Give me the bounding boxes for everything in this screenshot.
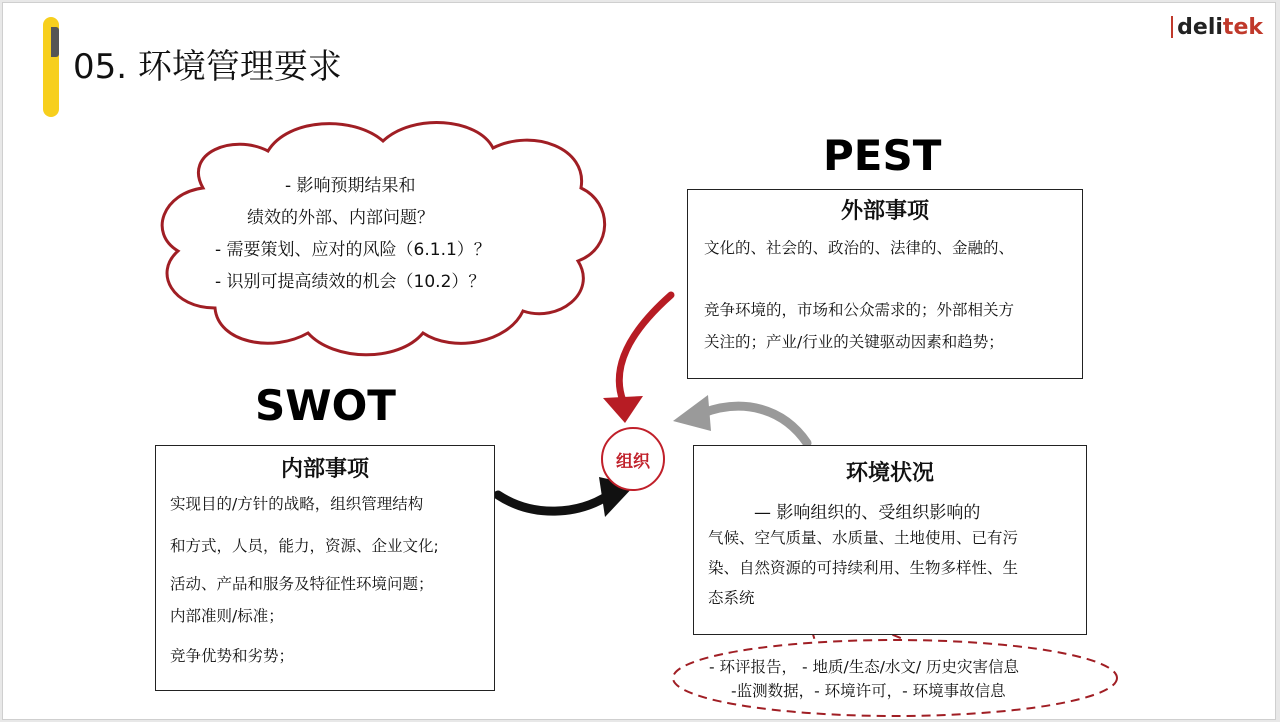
environmental-conditions-subtitle: — 影响组织的、受组织影响的 xyxy=(754,503,981,523)
organization-node xyxy=(601,427,665,491)
logo-text-accent: tek xyxy=(1222,15,1263,40)
cloud-line-4: - 识别可提高绩效的机会（10.2）？ xyxy=(215,272,486,292)
info-line-1: - 环评报告， - 地质/生态/水文/ 历史灾害信息 xyxy=(709,658,1020,676)
environmental-conditions-title: 环境状况 xyxy=(845,461,934,486)
environmental-conditions-line: 气候、空气质量、水质量、土地使用、已有污 xyxy=(708,529,1019,547)
pest-to-org-arrow xyxy=(603,295,671,423)
cloud-line-2: 绩效的外部、内部问题？ xyxy=(247,208,434,228)
info-line-2: -监测数据，- 环境许可，- 环境事故信息 xyxy=(731,682,1006,700)
cloud-line-1: - 影响预期结果和 xyxy=(285,176,416,196)
pest-label: PEST xyxy=(823,131,942,180)
internal-issues-title: 内部事项 xyxy=(280,457,369,482)
external-issues-line: 竞争环境的，市场和公众需求的；外部相关方 xyxy=(704,301,1015,319)
environmental-conditions-line: 态系统 xyxy=(708,589,755,607)
internal-issues-line: 和方式，人员，能力，资源、企业文化; xyxy=(170,537,439,555)
external-issues-title: 外部事项 xyxy=(840,199,929,224)
external-issues-box xyxy=(687,189,1083,379)
internal-issues-line: 竞争优势和劣势； xyxy=(170,647,295,665)
external-issues-line: 关注的；产业/行业的关键驱动因素和趋势； xyxy=(704,333,1004,351)
logo-text-main: deli xyxy=(1177,15,1223,40)
internal-issues-line: 内部准则/标准； xyxy=(170,607,284,625)
environmental-conditions-line: 染、自然资源的可持续利用、生物多样性、生 xyxy=(708,559,1019,577)
slide xyxy=(2,2,1276,720)
env-to-org-arrow xyxy=(673,395,807,443)
swot-label: SWOT xyxy=(255,381,396,430)
internal-issues-line: 实现目的/方针的战略，组织管理结构 xyxy=(170,495,424,513)
page-title: 05. 环境管理要求 xyxy=(73,47,342,87)
internal-issues-box xyxy=(155,445,495,691)
organization-label: 组织 xyxy=(616,451,650,472)
internal-issues-line: 活动、产品和服务及特征性环境问题； xyxy=(170,575,434,593)
external-issues-line: 文化的、社会的、政治的、法律的、金融的、 xyxy=(704,239,1015,257)
environmental-conditions-box xyxy=(693,445,1087,635)
cloud-line-3: - 需要策划、应对的风险（6.1.1）？ xyxy=(215,240,491,260)
